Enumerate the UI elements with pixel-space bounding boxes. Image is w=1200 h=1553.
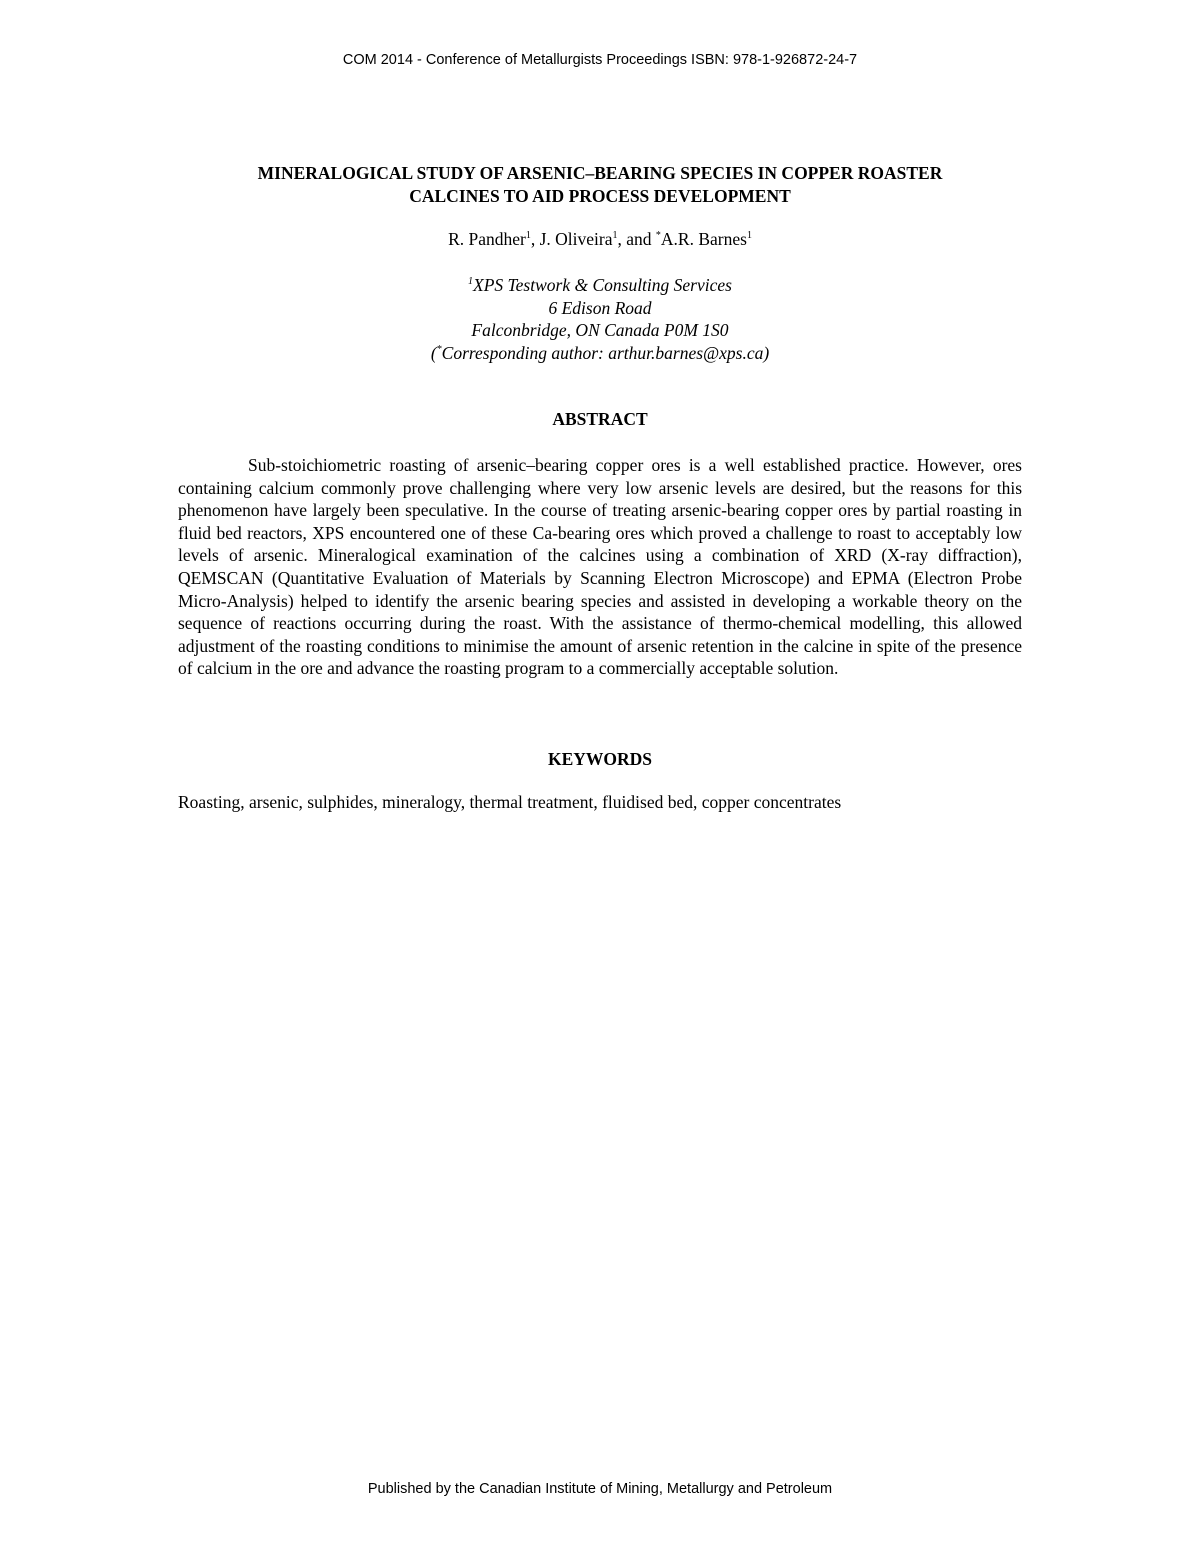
affiliation-block bbox=[150, 274, 1050, 364]
abstract-heading: ABSTRACT bbox=[552, 409, 648, 429]
affiliation-address-line-1: 6 Edison Road bbox=[548, 297, 652, 318]
affiliation-address-line-2: Falconbridge, ON Canada P0M 1S0 bbox=[471, 320, 729, 340]
author-name: R. Pandher bbox=[448, 229, 526, 249]
author-separator: , bbox=[530, 229, 540, 249]
affiliation-org-name: XPS Testwork & Consulting Services bbox=[473, 275, 732, 295]
abstract-body: Sub-stoichiometric roasting of arsenic–bearing copper ores is a well established practice. However, ores containing calcium commonly prove challenging where very low arsenic levels are desired, but the reasons for this phenomenon have largely been speculative. In the course of treating arsenic-bearing copper ores by partial roasting in fluid bed reactors, XPS encountered one of these Ca-bearing ores which proved a challenge to roast to acceptably low levels of arsenic. Mineralogical examination of the calcines using a combination of XRD (X-ray diffraction), QEMSCAN (Quantitative Evaluation of Materials by Scanning Electron Microscope) and EPMA (Electron Probe Micro-Analysis) helped to identify the arsenic bearing species and assisted in developing a workable theory on the sequence of reactions occurring during the roast. With the assistance of thermo-chemical modelling, this allowed adjustment of the roasting conditions to minimise the amount of arsenic retention in the calcine in spite of the presence of calcium in the ore and advance the roasting program to a commercially acceptable solution. bbox=[178, 455, 1022, 679]
affiliation-marker: 1 bbox=[746, 230, 752, 242]
running-header: COM 2014 - Conference of Metallurgists Proceedings ISBN: 978-1-926872-24-7 bbox=[342, 52, 858, 68]
title-line-1: MINERALOGICAL STUDY OF ARSENIC–BEARING SPECIES IN COPPER ROASTER bbox=[257, 163, 943, 183]
corresponding-marker: * bbox=[655, 230, 661, 242]
corresponding-marker: * bbox=[436, 343, 442, 355]
author-name: J. Oliveira bbox=[539, 229, 613, 249]
keywords-body: Roasting, arsenic, sulphides, mineralogy, thermal treatment, fluidised bed, copper concentrates bbox=[178, 792, 842, 812]
affiliation-marker: 1 bbox=[612, 230, 618, 242]
affiliation-org bbox=[150, 274, 1050, 297]
running-footer: Published by the Canadian Institute of Mining, Metallurgy and Petroleum bbox=[367, 1481, 833, 1497]
author-separator: , and bbox=[617, 229, 656, 249]
affiliation-marker: 1 bbox=[525, 230, 531, 242]
corresponding-author bbox=[150, 342, 1050, 365]
corr-text: Corresponding author: arthur.barnes@xps.ca) bbox=[441, 342, 770, 363]
author-name: A.R. Barnes bbox=[660, 229, 747, 249]
paper-title bbox=[150, 162, 1050, 208]
keywords-heading: KEYWORDS bbox=[547, 749, 653, 769]
author-list bbox=[150, 229, 1050, 250]
title-line-2: CALCINES TO AID PROCESS DEVELOPMENT bbox=[409, 186, 791, 206]
affiliation-marker: 1 bbox=[468, 276, 474, 288]
corr-open-paren: ( bbox=[430, 342, 437, 363]
